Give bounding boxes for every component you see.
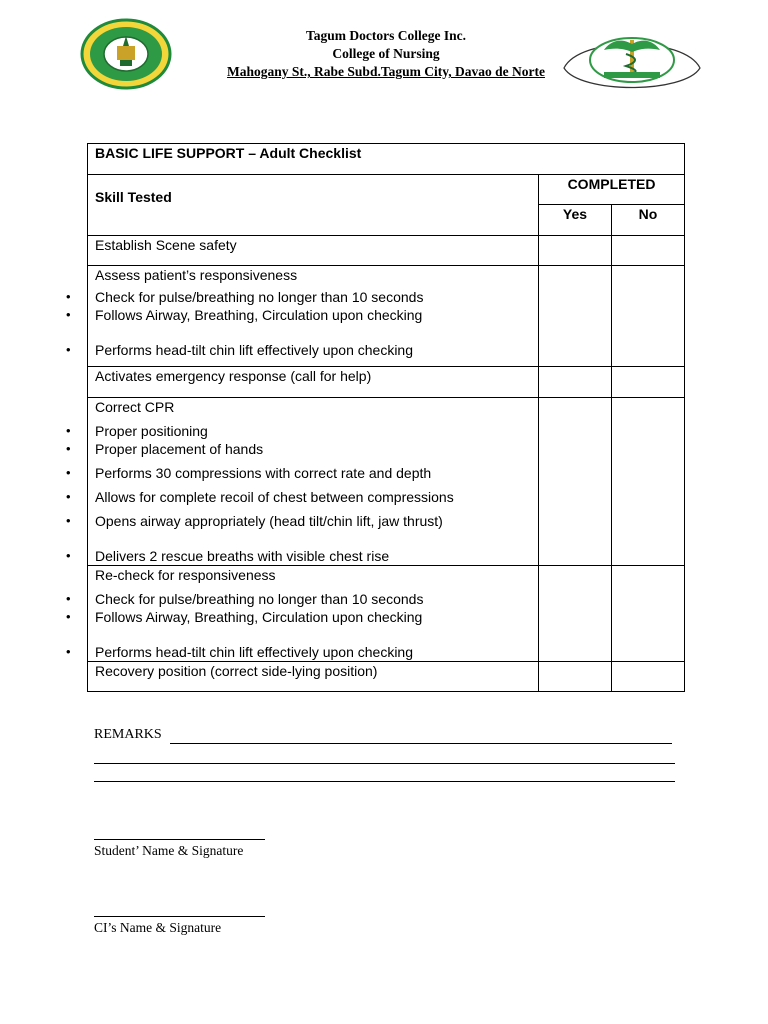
list-item: • Follows Airway, Breathing, Circulation upon checking: [95, 306, 531, 324]
yes-checkbox-cell[interactable]: [539, 662, 612, 692]
skill-cell: [88, 566, 539, 662]
list-item: • Delivers 2 rescue breaths with visible chest rise: [95, 547, 531, 565]
list-item: • Check for pulse/breathing no longer than 10 seconds: [95, 288, 531, 306]
list-item: • Proper positioning: [95, 422, 531, 440]
title-bold: BASIC LIFE SUPPORT: [95, 145, 245, 161]
list-item: • Check for pulse/breathing no longer than 10 seconds: [95, 590, 531, 608]
remarks-input-line[interactable]: [94, 781, 675, 782]
table-row: [88, 367, 685, 398]
college-seal-logo: [80, 18, 172, 90]
list-item: • Performs head-tilt chin lift effectively upon checking: [95, 643, 531, 661]
no-checkbox-cell[interactable]: [612, 266, 685, 367]
skill-cell: [88, 662, 539, 692]
no-checkbox-cell[interactable]: [612, 662, 685, 692]
school-name: Tagum Doctors College Inc.: [306, 28, 466, 43]
list-item: • Performs head-tilt chin lift effectively upon checking: [95, 341, 531, 359]
school-address: Mahogany St., Rabe Subd.Tagum City, Davao de Norte: [227, 64, 545, 79]
list-item: • Opens airway appropriately (head tilt/chin lift, jaw thrust): [95, 512, 531, 530]
school-header: [190, 27, 582, 81]
completed-header: COMPLETED: [539, 175, 685, 205]
checklist-title: [88, 144, 685, 175]
skill-main: Correct CPR: [95, 399, 175, 415]
table-row: [88, 398, 685, 566]
student-signature-label: Student’ Name & Signature: [94, 843, 244, 858]
yes-checkbox-cell[interactable]: [539, 236, 612, 266]
bls-checklist-table: [87, 143, 685, 692]
list-item: • Proper placement of hands: [95, 440, 531, 458]
yes-checkbox-cell[interactable]: [539, 398, 612, 566]
skill-tested-header: Skill Tested: [88, 175, 539, 236]
no-header: No: [612, 205, 685, 236]
no-checkbox-cell[interactable]: [612, 236, 685, 266]
ci-signature-label: CI’s Name & Signature: [94, 920, 222, 935]
list-item: • Follows Airway, Breathing, Circulation upon checking: [95, 608, 531, 626]
skill-bullets: [95, 422, 531, 565]
skill-main: Activates emergency response (call for help): [95, 368, 372, 384]
skill-cell: [88, 367, 539, 398]
student-signature-line[interactable]: [94, 839, 265, 840]
table-row: [88, 566, 685, 662]
skill-main: Establish Scene safety: [95, 237, 237, 253]
skill-cell: [88, 236, 539, 266]
yes-checkbox-cell[interactable]: [539, 266, 612, 367]
title-rest: – Adult Checklist: [244, 145, 362, 161]
no-checkbox-cell[interactable]: [612, 398, 685, 566]
department-name: College of Nursing: [332, 46, 440, 61]
yes-checkbox-cell[interactable]: [539, 566, 612, 662]
remarks-input-line[interactable]: [94, 763, 675, 764]
table-row: [88, 266, 685, 367]
remarks-label: REMARKS: [94, 727, 162, 742]
list-item: • Allows for complete recoil of chest between compressions: [95, 488, 531, 506]
skill-bullets: [95, 590, 531, 661]
yes-checkbox-cell[interactable]: [539, 367, 612, 398]
skill-cell: [88, 266, 539, 367]
ci-signature-line[interactable]: [94, 916, 265, 917]
table-row: [88, 662, 685, 692]
skill-main: Assess patient’s responsiveness: [95, 267, 298, 283]
skill-main: Recovery position (correct side-lying position): [95, 663, 378, 679]
remarks-input-line[interactable]: [170, 743, 672, 744]
table-row: [88, 236, 685, 266]
list-item: • Performs 30 compressions with correct rate and depth: [95, 464, 531, 482]
yes-header: Yes: [539, 205, 612, 236]
skill-main: Re-check for responsiveness: [95, 567, 276, 583]
no-checkbox-cell[interactable]: [612, 367, 685, 398]
skill-cell: [88, 398, 539, 566]
skill-bullets: [95, 288, 531, 359]
no-checkbox-cell[interactable]: [612, 566, 685, 662]
